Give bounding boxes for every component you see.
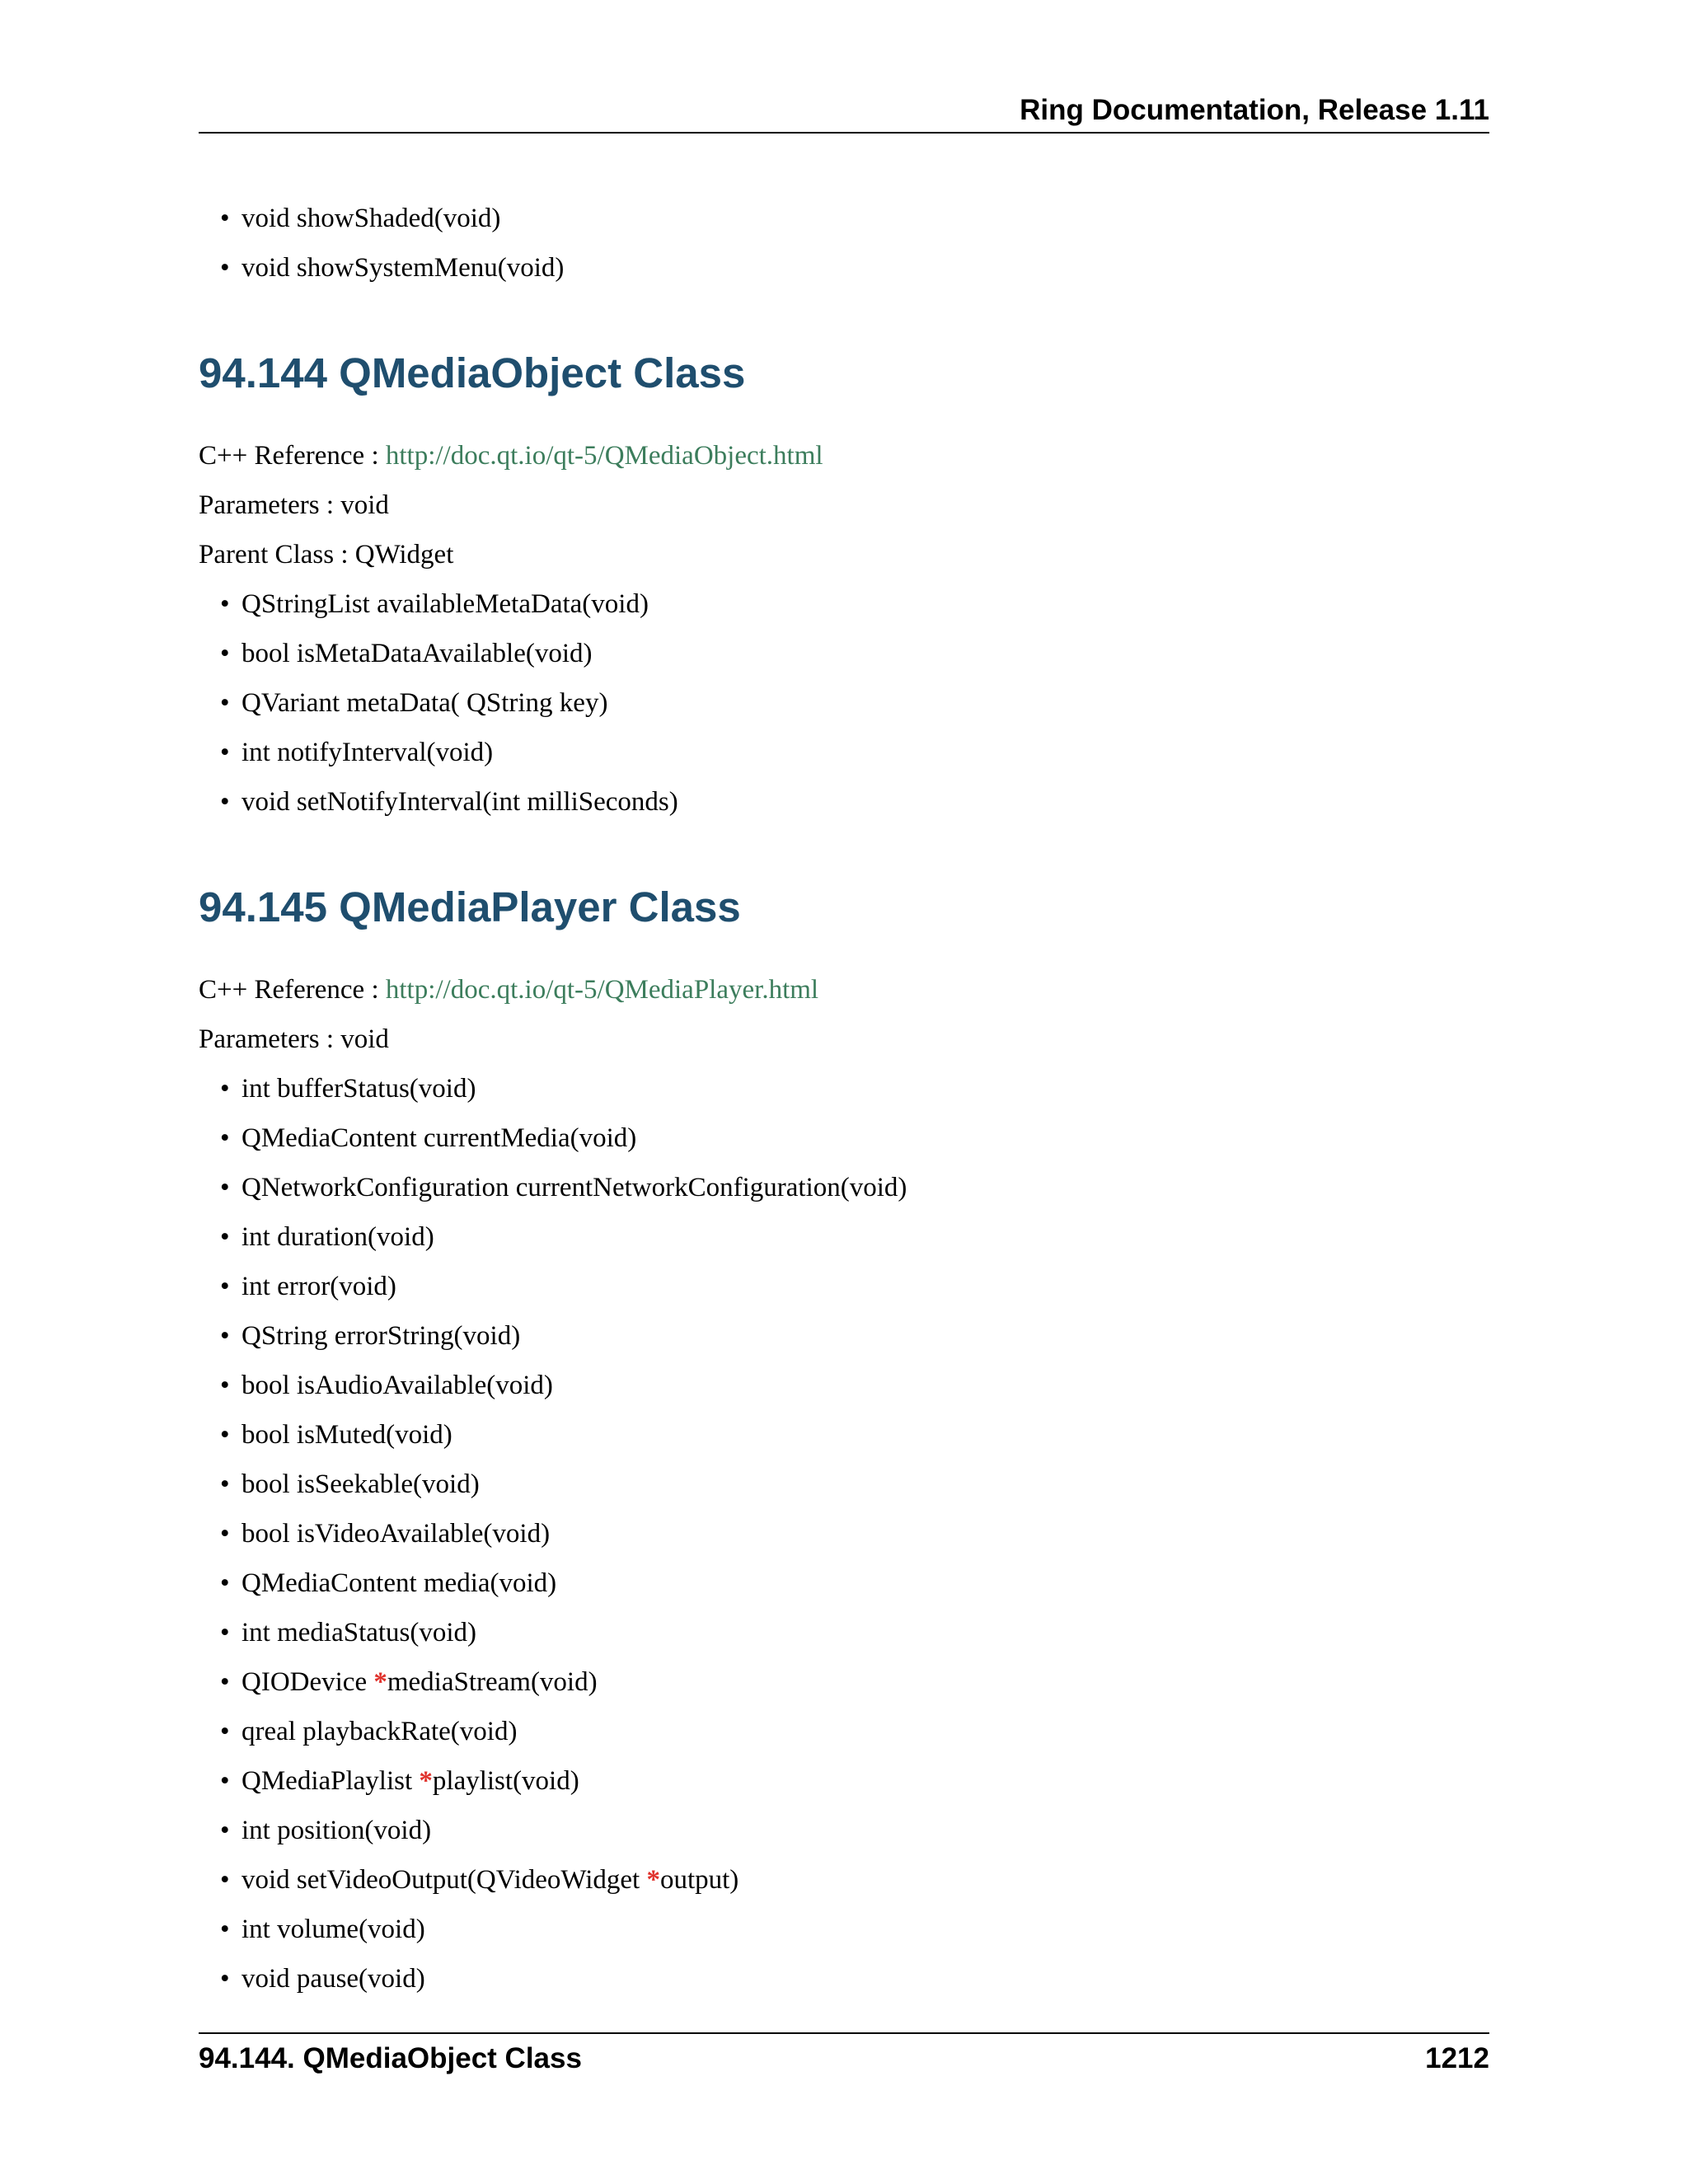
bullet-icon: •	[220, 738, 230, 767]
class-section	[199, 883, 1489, 2004]
method-item	[220, 1707, 1489, 1756]
method-item	[220, 1410, 1489, 1460]
method-text: void setNotifyInterval(int milliSeconds)	[241, 787, 678, 817]
method-item	[220, 678, 1489, 728]
method-item: • void showShaded(void)	[241, 194, 1489, 243]
method-list	[199, 1064, 1489, 2004]
bullet-icon: •	[220, 1717, 230, 1746]
parameters-line: Parameters : void	[199, 1024, 389, 1054]
footer-section-title: 94.144. QMediaObject Class	[199, 2042, 582, 2074]
method-text: QNetworkConfiguration currentNetworkConfiguration(void)	[241, 1173, 907, 1202]
bullet-icon: •	[220, 1568, 230, 1598]
reference-line	[199, 431, 1489, 480]
method-item	[220, 1855, 1489, 1905]
method-text: int error(void)	[241, 1272, 396, 1301]
method-item	[220, 1311, 1489, 1361]
method-text: QMediaContent media(void)	[241, 1568, 557, 1598]
bullet-icon: •	[220, 1173, 230, 1202]
bullet-icon: •	[220, 1667, 230, 1697]
bullet-icon: •	[220, 1420, 230, 1450]
method-item	[220, 579, 1489, 629]
bullet-icon: •	[220, 1766, 230, 1796]
bullet-icon: •	[220, 1272, 230, 1301]
method-text: bool isMuted(void)	[241, 1420, 452, 1450]
page-content	[199, 194, 1489, 2004]
reference-line	[199, 965, 1489, 1015]
method-item	[220, 1064, 1489, 1113]
bullet-icon: •	[220, 1469, 230, 1499]
bullet-icon: •	[220, 204, 230, 233]
reference-link[interactable]: http://doc.qt.io/qt-5/QMediaObject.html	[385, 441, 823, 471]
intro-method-list	[199, 194, 1489, 293]
page-footer	[199, 2032, 1489, 2080]
document-title: Ring Documentation, Release 1.11	[1020, 94, 1489, 126]
bullet-icon: •	[220, 688, 230, 718]
method-item: • void showSystemMenu(void)	[241, 243, 1489, 293]
page-number: 1212	[1425, 2042, 1489, 2074]
bullet-icon: •	[220, 1816, 230, 1845]
bullet-icon: •	[220, 589, 230, 619]
section-title: 94.145 QMediaPlayer Class	[199, 883, 741, 930]
method-item	[220, 1657, 1489, 1707]
parent-class-line: Parent Class : QWidget	[199, 540, 454, 569]
method-text: QStringList availableMetaData(void)	[241, 589, 649, 619]
method-text: bool isVideoAvailable(void)	[241, 1519, 551, 1549]
pointer-star: *	[373, 1667, 387, 1697]
method-text-rest: output)	[659, 1865, 739, 1895]
method-item	[220, 777, 1489, 827]
reference-label: C++ Reference :	[199, 975, 386, 1005]
method-item	[220, 1163, 1489, 1212]
sections-container	[199, 349, 1489, 2004]
class-section	[199, 349, 1489, 827]
bullet-icon: •	[220, 1964, 230, 1994]
method-text: void pause(void)	[241, 1964, 425, 1994]
method-text: QMediaContent currentMedia(void)	[241, 1123, 637, 1153]
method-text: int bufferStatus(void)	[241, 1074, 476, 1104]
method-item	[220, 728, 1489, 777]
bullet-icon: •	[220, 1074, 230, 1104]
page-header	[199, 89, 1489, 134]
method-item	[220, 1460, 1489, 1509]
method-item	[220, 1905, 1489, 1954]
method-item	[220, 1262, 1489, 1311]
method-text: QIODevice	[241, 1667, 374, 1697]
bullet-icon: •	[220, 253, 230, 283]
method-item	[220, 1608, 1489, 1657]
reference-link[interactable]: http://doc.qt.io/qt-5/QMediaPlayer.html	[385, 975, 819, 1005]
pointer-star: *	[646, 1865, 660, 1895]
method-text: bool isSeekable(void)	[241, 1469, 480, 1499]
method-item	[220, 629, 1489, 678]
method-item	[220, 1212, 1489, 1262]
method-text-rest: playlist(void)	[432, 1766, 579, 1796]
method-item	[220, 1954, 1489, 2004]
section-title: 94.144 QMediaObject Class	[199, 349, 746, 396]
method-text: QString errorString(void)	[241, 1321, 521, 1351]
bullet-icon: •	[220, 1321, 230, 1351]
method-text: int duration(void)	[241, 1222, 434, 1252]
method-text: int volume(void)	[241, 1915, 425, 1944]
method-item	[220, 1806, 1489, 1855]
method-text: QMediaPlaylist	[241, 1766, 420, 1796]
bullet-icon: •	[220, 1865, 230, 1895]
bullet-icon: •	[220, 1123, 230, 1153]
method-text: int mediaStatus(void)	[241, 1618, 477, 1647]
bullet-icon: •	[220, 639, 230, 668]
bullet-icon: •	[220, 1618, 230, 1647]
reference-label: C++ Reference :	[199, 441, 386, 471]
method-text: bool isMetaDataAvailable(void)	[241, 639, 593, 668]
bullet-icon: •	[220, 1915, 230, 1944]
method-item	[220, 1113, 1489, 1163]
method-text: qreal playbackRate(void)	[241, 1717, 518, 1746]
method-text: QVariant metaData( QString key)	[241, 688, 608, 718]
bullet-icon: •	[220, 1519, 230, 1549]
method-item	[220, 1361, 1489, 1410]
method-text-rest: mediaStream(void)	[387, 1667, 598, 1697]
method-list	[199, 579, 1489, 827]
bullet-icon: •	[220, 1222, 230, 1252]
parameters-line: Parameters : void	[199, 490, 389, 520]
method-item	[220, 1509, 1489, 1558]
method-item	[220, 1756, 1489, 1806]
section-spacer	[199, 932, 1489, 965]
method-item	[220, 1558, 1489, 1608]
method-text: bool isAudioAvailable(void)	[241, 1371, 553, 1400]
bullet-icon: •	[220, 787, 230, 817]
method-text: void setVideoOutput(QVideoWidget	[241, 1865, 647, 1895]
pointer-star: *	[419, 1766, 433, 1796]
bullet-icon: •	[220, 1371, 230, 1400]
method-text: int position(void)	[241, 1816, 432, 1845]
method-text: int notifyInterval(void)	[241, 738, 494, 767]
section-spacer	[199, 398, 1489, 431]
